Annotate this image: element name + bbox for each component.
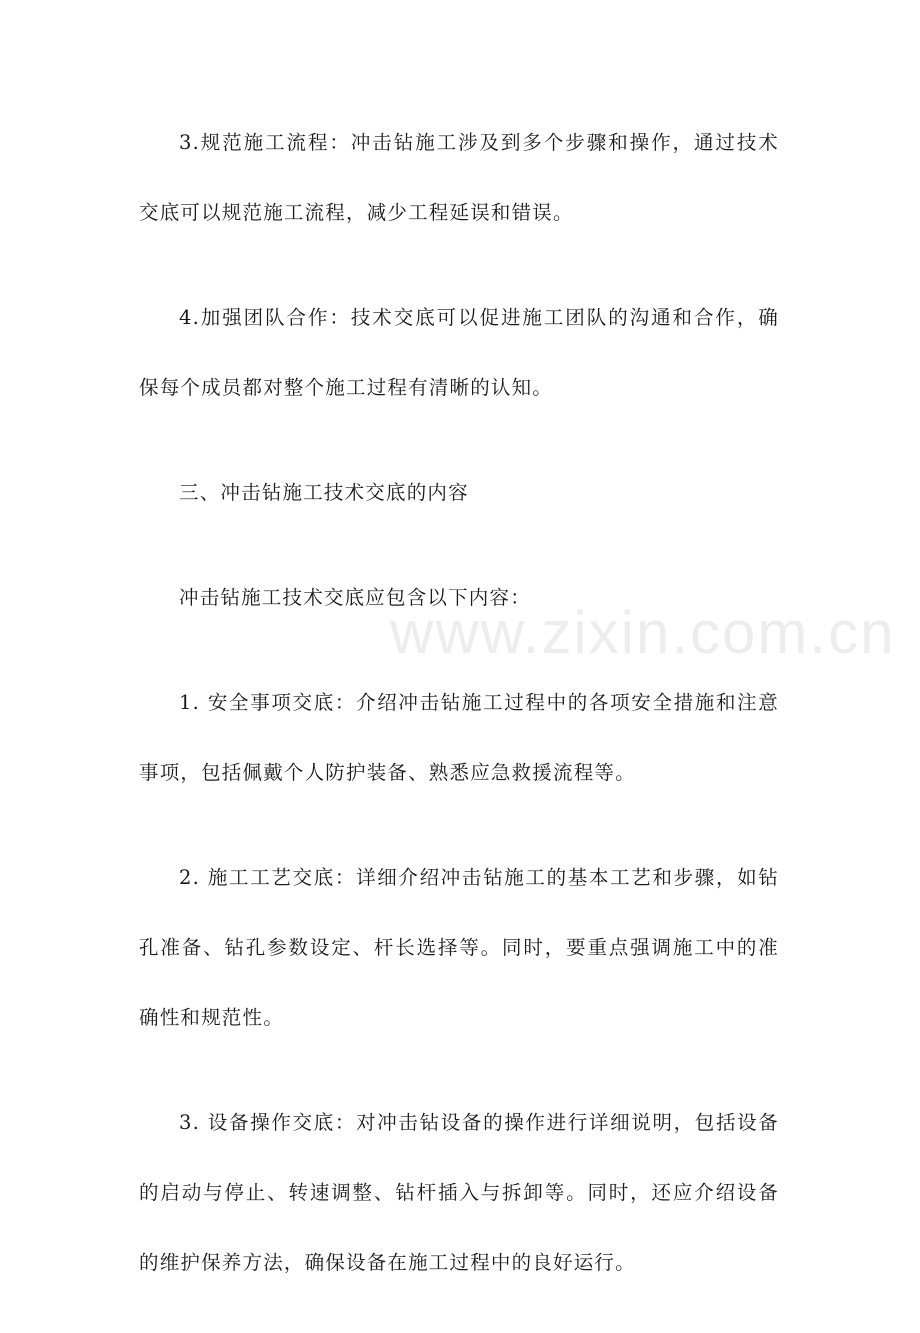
paragraph-process-briefing: 2. 施工工艺交底：详细介绍冲击钻施工的基本工艺和步骤，如钻孔准备、钻孔参数设定、杆长选择等。同时，要重点强调施工中的准确性和规范性。 [139,866,779,1029]
paragraph-content-intro: 冲击钻施工技术交底应包含以下内容： [179,586,531,609]
section-heading: 三、冲击钻施工技术交底的内容 [179,481,469,504]
watermark: www.zixin.com.cn [390,599,896,666]
paragraph-safety-briefing: 1. 安全事项交底：介绍冲击钻施工过程中的各项安全措施和注意事项，包括佩戴个人防护装备、熟悉应急救援流程等。 [139,691,779,784]
paragraph-standardize-process: 3.规范施工流程：冲击钻施工涉及到多个步骤和操作，通过技术交底可以规范施工流程，减少工程延误和错误。 [139,131,779,224]
paragraph-team-cooperation: 4.加强团队合作：技术交底可以促进施工团队的沟通和合作，确保每个成员都对整个施工过程有清晰的认知。 [139,306,779,399]
document-body [139,108,779,1333]
paragraph-equipment-briefing: 3. 设备操作交底：对冲击钻设备的操作进行详细说明，包括设备的启动与停止、转速调整、钻杆插入与拆卸等。同时，还应介绍设备的维护保养方法，确保设备在施工过程中的良好运行。 [139,1111,779,1274]
